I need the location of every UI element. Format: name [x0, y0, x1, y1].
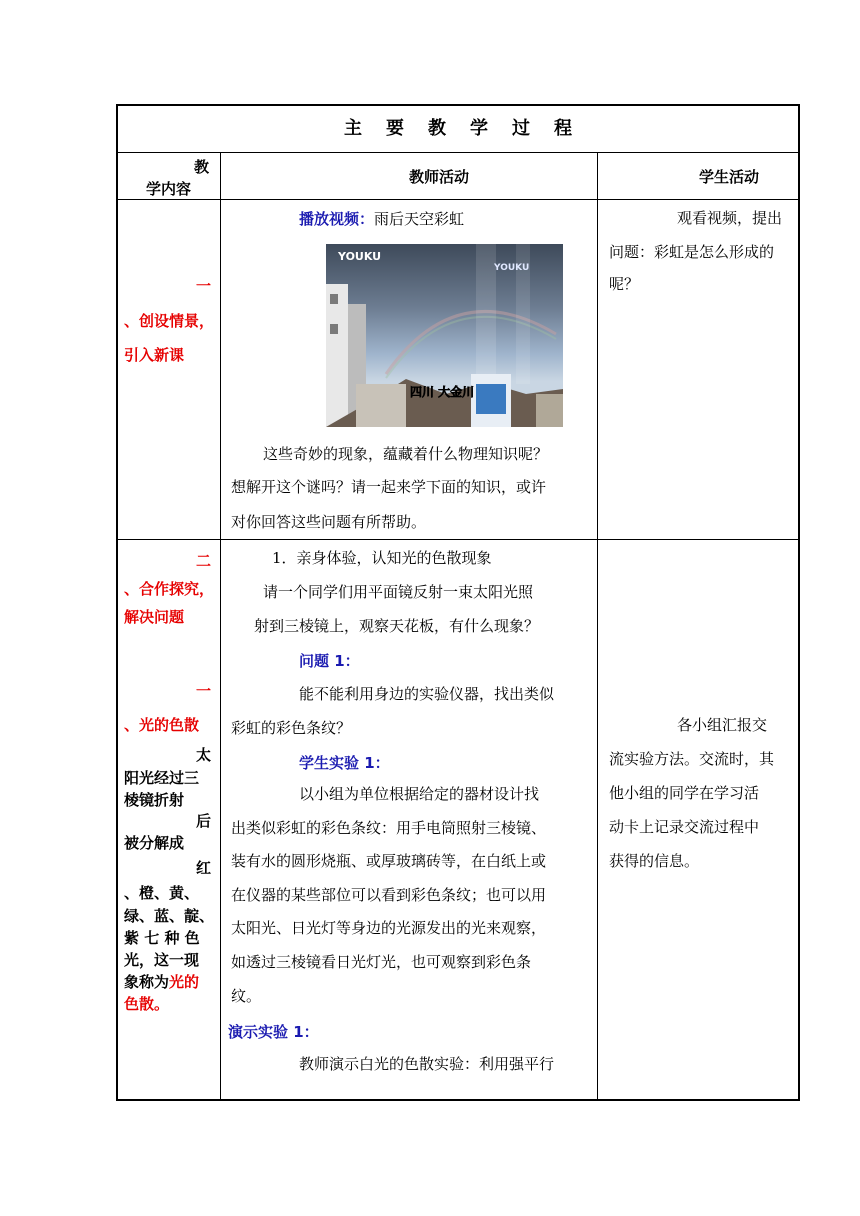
row1-teacher-l3: 对你回答这些问题有所帮助。 [231, 513, 427, 531]
row2-content-l2: 、合作探究， [124, 580, 215, 598]
demo1-label: 演示实验 1： [228, 1023, 319, 1041]
t-l11: 如透过三棱镜看日光灯光，也可观察到彩色条 [231, 953, 532, 971]
t-l8: 装有水的圆形烧瓶、或厚玻璃砖等，在白纸上或 [231, 852, 547, 870]
t-l13: 教师演示白光的色散实验：利用强平行 [299, 1055, 555, 1073]
video-label: 播放视频： [299, 210, 375, 228]
title-char: 学 [470, 118, 488, 139]
def-l11a: 象称为 [124, 973, 170, 991]
t-l10: 太阳光、日光灯等身边的光源发出的光来观察， [231, 919, 547, 937]
divider [116, 199, 800, 200]
row1-teacher-l2: 想解开这个谜吗？请一起来学下面的知识，或许 [231, 478, 547, 496]
t-l2: 请一个同学们用平面镜反射一束太阳光照 [263, 583, 534, 601]
t-l1: 1．亲身体验，认知光的色散现象 [272, 549, 492, 567]
header-student: 学生活动 [699, 168, 760, 186]
def-l2: 阳光经过三 [124, 769, 200, 787]
header-content-line1: 教 [194, 158, 210, 176]
t-l4: 能不能利用身边的实验仪器，找出类似 [299, 685, 555, 703]
def-l4: 后 [196, 812, 212, 830]
header-content-line2: 学内容 [146, 180, 192, 198]
s-l3: 他小组的同学在学习活 [609, 784, 760, 802]
divider [116, 152, 800, 153]
student-exp1-label: 学生实验 1： [299, 754, 390, 772]
row2-sub-l2: 、光的色散 [124, 716, 200, 734]
youku-logo-left: YOUKU [338, 250, 382, 263]
t-l5: 彩虹的彩色条纹？ [231, 719, 352, 737]
def-l5: 被分解成 [124, 834, 185, 852]
row1-content-l3: 引入新课 [124, 346, 185, 364]
t-l3: 射到三棱镜上，观察天花板，有什么现象？ [254, 617, 540, 635]
question1-label: 问题 1： [299, 652, 360, 670]
video-line [299, 208, 464, 229]
t-l6: 以小组为单位根据给定的器材设计找 [299, 785, 540, 803]
photo-caption: 四川 大金川 [410, 385, 475, 399]
row1-student-l1: 观看视频，提出 [677, 209, 783, 227]
row1-student-l2: 问题：彩虹是怎么形成的 [609, 243, 775, 261]
divider [597, 152, 598, 1100]
youku-logo-right: YOUKU [494, 263, 530, 273]
def-l7: 、橙、黄、 [124, 884, 200, 902]
divider [116, 539, 800, 540]
def-l11 [124, 971, 199, 992]
row1-content-l2: 、创设情景， [124, 312, 215, 330]
s-l5: 获得的信息。 [609, 852, 700, 870]
rainbow-video-frame[interactable] [326, 244, 563, 427]
row2-sub-l1: 一 [196, 682, 212, 700]
def-l11b: 光的 [169, 973, 200, 991]
title-char: 主 [344, 118, 362, 139]
s-l2: 流实验方法。交流时，其 [609, 750, 775, 768]
s-l4: 动卡上记录交流过程中 [609, 818, 760, 836]
row1-content-l1: 一 [196, 277, 212, 295]
table-title [116, 104, 800, 152]
row2-content-l3: 解决问题 [124, 608, 185, 626]
row1-student-l3: 呢？ [609, 275, 640, 293]
title-char: 过 [512, 118, 530, 139]
title-char: 要 [386, 118, 404, 139]
def-l6: 红 [196, 859, 212, 877]
rainbow-photo [326, 244, 563, 427]
def-l9: 紫 七 种 色 [124, 929, 200, 947]
t-l7: 出类似彩虹的彩色条纹：用手电筒照射三棱镜、 [231, 819, 547, 837]
def-l1: 太 [196, 746, 212, 764]
def-l8: 绿、蓝、靛、 [124, 907, 215, 925]
row1-teacher-l1: 这些奇妙的现象，蕴藏着什么物理知识呢？ [263, 445, 549, 463]
def-l3: 棱镜折射 [124, 791, 185, 809]
row2-content-l1: 二 [196, 552, 212, 570]
title-char: 教 [428, 118, 446, 139]
title-char: 程 [554, 118, 572, 139]
t-l12: 纹。 [231, 987, 262, 1005]
t-l9: 在仪器的某些部位可以看到彩色条纹；也可以用 [231, 886, 547, 904]
divider [220, 152, 221, 1100]
def-l10: 光，这一现 [124, 951, 200, 969]
header-teacher: 教师活动 [409, 168, 470, 186]
video-title: 雨后天空彩虹 [374, 210, 465, 228]
def-l12: 色散。 [124, 995, 170, 1013]
s-l1: 各小组汇报交 [677, 716, 768, 734]
